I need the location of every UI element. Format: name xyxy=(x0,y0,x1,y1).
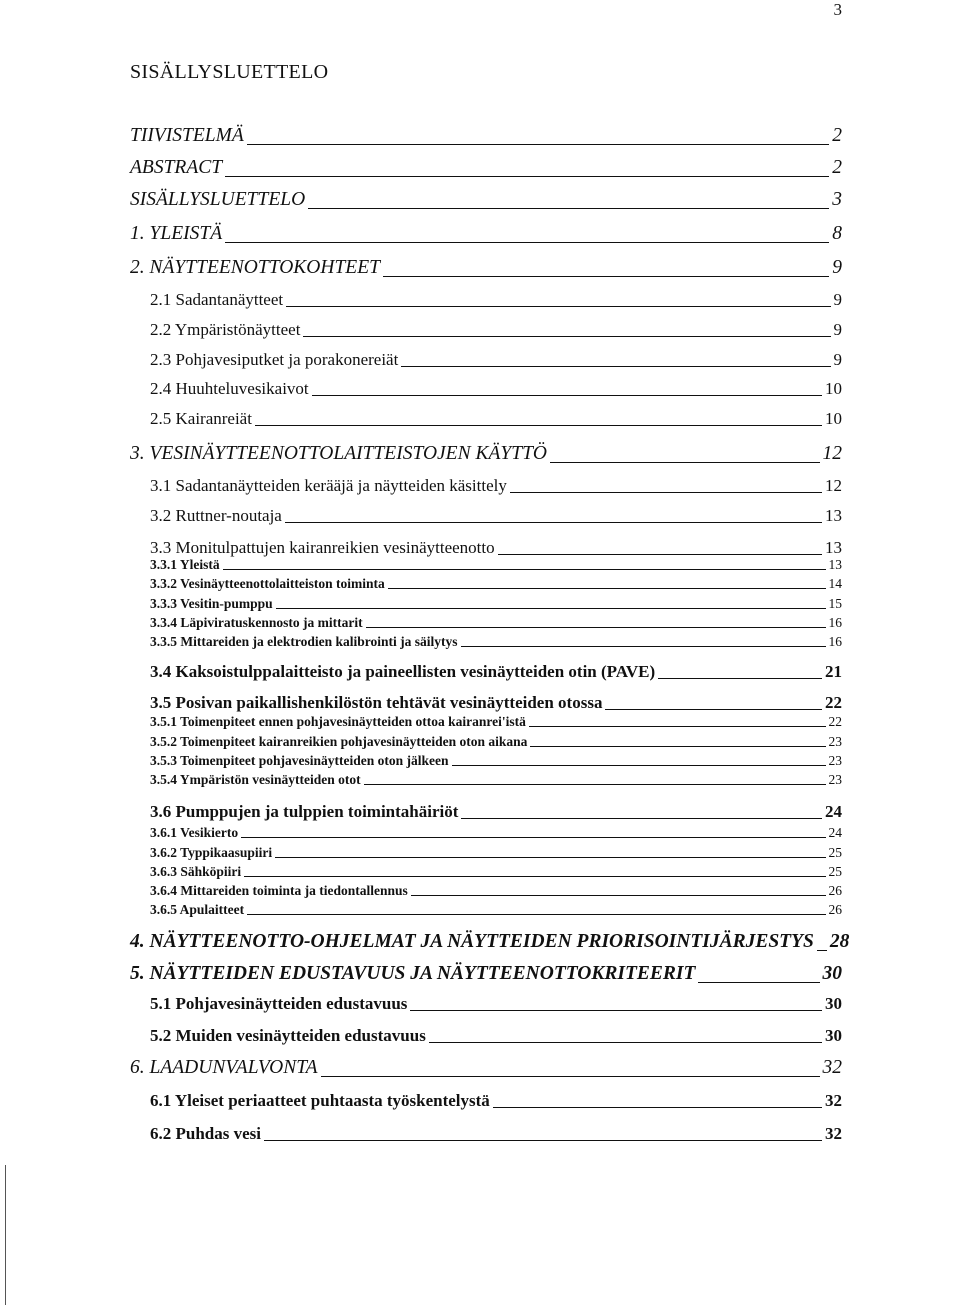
toc-entry-3-2[interactable] xyxy=(150,506,842,526)
toc-entry-title: 3.6.4 Mittareiden toiminta ja tiedontallennus xyxy=(150,883,408,898)
toc-entry-2-5[interactable] xyxy=(150,409,842,429)
toc-leader-line xyxy=(264,1140,822,1141)
toc-page-number: 21 xyxy=(825,662,842,681)
toc-page-number: 13 xyxy=(825,506,842,525)
toc-entry-3-6-1[interactable] xyxy=(150,825,842,841)
toc-entry-title: 3.6.5 Apulaitteet xyxy=(150,902,245,917)
toc-page-number: 30 xyxy=(825,1026,842,1045)
toc-entry-title: 5.2 Muiden vesinäytteiden edustavuus xyxy=(150,1026,426,1045)
toc-entry-title: TIIVISTELMÄ xyxy=(130,125,244,146)
toc-entry-title: ABSTRACT xyxy=(130,157,223,178)
toc-entry-title: 5.1 Pohjavesinäytteiden edustavuus xyxy=(150,994,408,1013)
toc-entry-title: 3.3.4 Läpiviratuskennosto ja mittarit xyxy=(150,615,363,630)
toc-leader-line xyxy=(225,176,829,177)
toc-entry-6-1[interactable] xyxy=(150,1091,842,1111)
toc-entry-tiivistelma[interactable] xyxy=(130,124,842,148)
toc-entry-title: 2.3 Pohjavesiputket ja porakonereiät xyxy=(150,350,399,369)
toc-entry-title: 3.3.1 Yleistä xyxy=(150,557,220,572)
toc-entry-3-6-4[interactable] xyxy=(150,883,842,899)
toc-entry-3-3[interactable] xyxy=(150,538,842,558)
toc-page-number: 10 xyxy=(825,379,842,398)
toc-leader-line xyxy=(498,554,822,555)
scan-edge-line xyxy=(5,1165,6,1305)
toc-page-number: 26 xyxy=(828,883,842,898)
toc-leader-line xyxy=(461,646,826,647)
toc-entry-5-2[interactable] xyxy=(150,1026,842,1046)
toc-page-number: 23 xyxy=(828,772,842,787)
toc-entry-title: 3.5.2 Toimenpiteet kairanreikien pohjavesinäytteiden oton aikana xyxy=(150,734,528,749)
toc-page-number: 2 xyxy=(832,125,842,146)
toc-leader-line xyxy=(312,395,822,396)
toc-entry-3-6-3[interactable] xyxy=(150,864,842,880)
toc-page-number: 2 xyxy=(832,157,842,178)
toc-leader-line xyxy=(321,1076,820,1077)
toc-page-number: 25 xyxy=(828,845,842,860)
toc-entry-title: 4. NÄYTTEENOTTO-OHJELMAT JA NÄYTTEIDEN PRIORISOINTIJÄRJESTYS xyxy=(130,931,814,952)
toc-entry-3-5-4[interactable] xyxy=(150,772,842,788)
toc-page-number: 25 xyxy=(828,864,842,879)
toc-page-number: 10 xyxy=(825,409,842,428)
toc-entry-title: 3.6.3 Sähköpiiri xyxy=(150,864,242,879)
toc-leader-line xyxy=(817,950,827,951)
toc-entry-title: 3.3.3 Vesitin-pumppu xyxy=(150,596,273,611)
toc-entry-title: 2.5 Kairanreiät xyxy=(150,409,252,428)
toc-entry-title: 3.1 Sadantanäytteiden kerääjä ja näytteiden käsittely xyxy=(150,476,507,495)
toc-page-number: 13 xyxy=(828,557,842,572)
toc-leader-line xyxy=(225,242,829,243)
toc-entry-2-1[interactable] xyxy=(150,290,842,310)
toc-leader-line xyxy=(308,208,829,209)
toc-leader-line xyxy=(698,982,819,983)
toc-page-number: 16 xyxy=(828,634,842,649)
toc-entry-chapter-2[interactable] xyxy=(130,256,842,280)
toc-entry-title: 3.6.1 Vesikierto xyxy=(150,825,239,840)
toc-entry-3-3-3[interactable] xyxy=(150,596,842,612)
toc-entry-title: 3. VESINÄYTTEENOTTOLAITTEISTOJEN KÄYTTÖ xyxy=(130,443,548,464)
toc-page-number: 9 xyxy=(833,320,842,339)
toc-entry-chapter-4[interactable] xyxy=(130,930,850,954)
toc-leader-line xyxy=(529,726,826,727)
toc-leader-line xyxy=(510,492,822,493)
toc-leader-line xyxy=(411,895,826,896)
toc-entry-title: 6.1 Yleiset periaatteet puhtaasta työskentelystä xyxy=(150,1091,490,1110)
toc-leader-line xyxy=(429,1042,822,1043)
toc-leader-line xyxy=(658,678,822,679)
toc-entry-title: 2.4 Huuhteluvesikaivot xyxy=(150,379,309,398)
toc-page-number: 22 xyxy=(828,714,842,729)
toc-leader-line xyxy=(550,462,819,463)
toc-leader-line xyxy=(530,746,825,747)
toc-page-number: 28 xyxy=(829,931,850,952)
toc-leader-line xyxy=(452,765,826,766)
toc-entry-3-3-4[interactable] xyxy=(150,615,842,631)
toc-leader-line xyxy=(285,522,822,523)
toc-leader-line xyxy=(493,1107,822,1108)
toc-leader-line xyxy=(247,914,825,915)
toc-entry-3-5[interactable] xyxy=(150,693,842,713)
toc-entry-3-6[interactable] xyxy=(150,802,842,822)
toc-entry-3-4[interactable] xyxy=(150,662,842,682)
toc-page-number: 23 xyxy=(828,734,842,749)
toc-entry-title: 5. NÄYTTEIDEN EDUSTAVUUS JA NÄYTTEENOTTOKRITEERIT xyxy=(130,963,696,984)
toc-entry-title: 1. YLEISTÄ xyxy=(130,223,223,244)
toc-entry-2-4[interactable] xyxy=(150,379,842,399)
toc-entry-3-5-1[interactable] xyxy=(150,714,842,730)
toc-page-number: 9 xyxy=(833,350,842,369)
toc-page-number: 13 xyxy=(825,538,842,557)
toc-page-number: 26 xyxy=(828,902,842,917)
toc-entry-3-6-2[interactable] xyxy=(150,845,842,861)
toc-page-number: 32 xyxy=(822,1057,842,1078)
toc-entry-title: 2.1 Sadantanäytteet xyxy=(150,290,284,309)
toc-entry-chapter-5[interactable] xyxy=(130,962,842,986)
toc-page-number: 9 xyxy=(832,257,842,278)
toc-leader-line xyxy=(605,709,822,710)
toc-entry-3-5-2[interactable] xyxy=(150,734,842,750)
toc-leader-line xyxy=(364,784,826,785)
toc-leader-line xyxy=(383,276,829,277)
toc-page-number: 12 xyxy=(822,443,842,464)
toc-entry-chapter-6[interactable] xyxy=(130,1056,842,1080)
toc-leader-line xyxy=(410,1010,822,1011)
toc-page-number: 9 xyxy=(833,290,842,309)
toc-entry-title: 3.2 Ruttner-noutaja xyxy=(150,506,282,525)
toc-page-number: 23 xyxy=(828,753,842,768)
toc-entry-title: 6.2 Puhdas vesi xyxy=(150,1124,261,1143)
toc-leader-line xyxy=(275,857,825,858)
toc-entry-3-3-2[interactable] xyxy=(150,576,842,592)
toc-entry-3-3-5[interactable] xyxy=(150,634,842,650)
toc-leader-line xyxy=(286,306,830,307)
toc-entry-title: 3.6 Pumppujen ja tulppien toimintahäiriöt xyxy=(150,802,459,821)
toc-entry-chapter-3[interactable] xyxy=(130,442,842,466)
toc-entry-3-6-5[interactable] xyxy=(150,902,842,918)
toc-entry-2-3[interactable] xyxy=(150,350,842,370)
toc-entry-3-3-1[interactable] xyxy=(150,557,842,573)
toc-entry-sisallysluettelo[interactable] xyxy=(130,188,842,212)
toc-entry-5-1[interactable] xyxy=(150,994,842,1014)
toc-leader-line xyxy=(241,837,825,838)
toc-leader-line xyxy=(461,818,822,819)
toc-page-number: 15 xyxy=(828,596,842,611)
toc-leader-line xyxy=(276,608,826,609)
toc-entry-title: 3.5.4 Ympäristön vesinäytteiden otot xyxy=(150,772,361,787)
toc-heading: SISÄLLYSLUETTELO xyxy=(130,61,329,83)
toc-entry-title: 3.3.2 Vesinäytteenottolaitteiston toiminta xyxy=(150,576,385,591)
toc-page-number: 14 xyxy=(828,576,842,591)
toc-page-number: 30 xyxy=(825,994,842,1013)
toc-leader-line xyxy=(303,336,830,337)
toc-entry-title: 2.2 Ympäristönäytteet xyxy=(150,320,301,339)
toc-leader-line xyxy=(401,366,830,367)
toc-entry-title: SISÄLLYSLUETTELO xyxy=(130,189,306,210)
toc-leader-line xyxy=(247,144,830,145)
toc-page-number: 8 xyxy=(832,223,842,244)
toc-entry-3-5-3[interactable] xyxy=(150,753,842,769)
toc-leader-line xyxy=(388,588,826,589)
toc-entry-title: 3.4 Kaksoistulppalaitteisto ja paineellisten vesinäytteiden otin (PAVE) xyxy=(150,662,656,681)
toc-entry-2-2[interactable] xyxy=(150,320,842,340)
page-number: 3 xyxy=(833,0,842,19)
toc-page-number: 32 xyxy=(825,1091,842,1110)
toc-leader-line xyxy=(255,425,822,426)
toc-page-number: 3 xyxy=(832,189,842,210)
toc-page-number: 12 xyxy=(825,476,842,495)
toc-entry-title: 3.5 Posivan paikallishenkilöstön tehtävät vesinäytteiden otossa xyxy=(150,693,603,712)
toc-entry-title: 3.6.2 Typpikaasupiiri xyxy=(150,845,273,860)
toc-page-number: 32 xyxy=(825,1124,842,1143)
toc-entry-title: 2. NÄYTTEENOTTOKOHTEET xyxy=(130,257,380,278)
toc-leader-line xyxy=(223,569,826,570)
toc-entry-title: 3.5.3 Toimenpiteet pohjavesinäytteiden oton jälkeen xyxy=(150,753,449,768)
toc-page-number: 30 xyxy=(822,963,842,984)
toc-page-number: 16 xyxy=(828,615,842,630)
toc-entry-3-1[interactable] xyxy=(150,476,842,496)
toc-page-number: 24 xyxy=(828,825,842,840)
toc-entry-chapter-1[interactable] xyxy=(130,222,842,246)
toc-entry-title: 6. LAADUNVALVONTA xyxy=(130,1057,318,1078)
toc-entry-title: 3.3 Monitulpattujen kairanreikien vesinäytteenotto xyxy=(150,538,495,557)
toc-entry-title: 3.3.5 Mittareiden ja elektrodien kalibrointi ja säilytys xyxy=(150,634,458,649)
toc-leader-line xyxy=(244,876,825,877)
toc-entry-title: 3.5.1 Toimenpiteet ennen pohjavesinäytteiden ottoa kairanrei'istä xyxy=(150,714,526,729)
toc-entry-6-2[interactable] xyxy=(150,1124,842,1144)
toc-page-number: 22 xyxy=(825,693,842,712)
toc-page-number: 24 xyxy=(825,802,842,821)
toc-leader-line xyxy=(366,627,826,628)
toc-entry-abstract[interactable] xyxy=(130,156,842,180)
